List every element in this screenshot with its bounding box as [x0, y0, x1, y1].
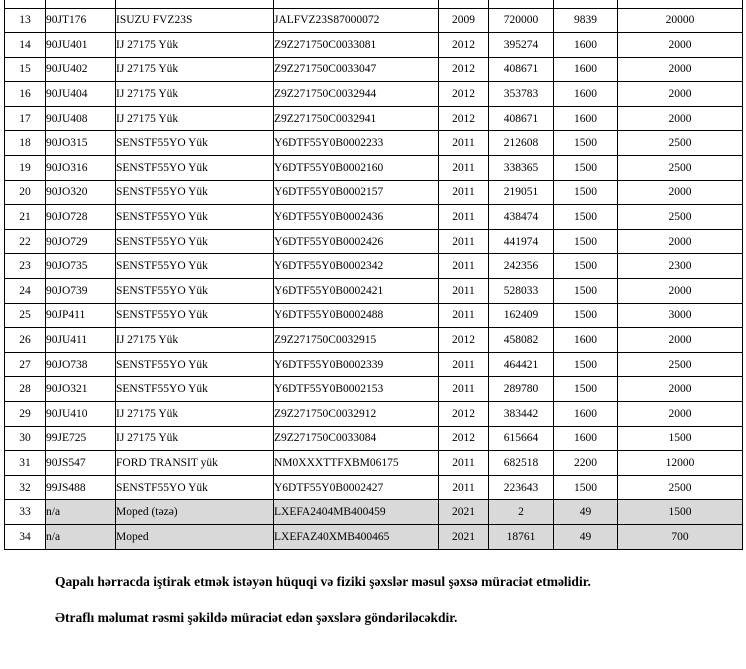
year-cell: 2012: [439, 106, 489, 131]
model-cell: SENSTF55YO Yük: [116, 352, 274, 377]
odometer-cell: 223643: [489, 475, 554, 500]
table-row: [5, 106, 743, 131]
model-cell: IJ 27175 Yük: [116, 57, 274, 82]
odometer-cell: 212608: [489, 131, 554, 156]
model-cell: Moped (təzə): [116, 500, 274, 525]
empty-cell: [489, 0, 554, 8]
table-body: [5, 0, 743, 549]
engine-cell: 1600: [554, 328, 618, 353]
plate-cell: 90JU410: [46, 402, 116, 427]
odometer-cell: 242356: [489, 254, 554, 279]
model-cell: FORD TRANSIT yük: [116, 451, 274, 476]
vin-cell: Y6DTF55Y0B0002426: [274, 229, 439, 254]
plate-cell: 90JU402: [46, 57, 116, 82]
model-cell: IJ 27175 Yük: [116, 402, 274, 427]
plate-cell: 90JU401: [46, 33, 116, 58]
row-number-cell: 27: [5, 352, 46, 377]
engine-cell: 1500: [554, 352, 618, 377]
plate-cell: 90JO728: [46, 205, 116, 230]
vin-cell: Y6DTF55Y0B0002342: [274, 254, 439, 279]
odometer-cell: 383442: [489, 402, 554, 427]
model-cell: IJ 27175 Yük: [116, 426, 274, 451]
price-cell: 2000: [618, 377, 743, 402]
footer-notes: [55, 571, 720, 643]
engine-cell: 1500: [554, 377, 618, 402]
model-cell: IJ 27175 Yük: [116, 33, 274, 58]
plate-cell: 90JO320: [46, 180, 116, 205]
empty-cell: [554, 0, 618, 8]
row-number-cell: 28: [5, 377, 46, 402]
vin-cell: Z9Z271750C0032944: [274, 82, 439, 107]
table-row: [5, 475, 743, 500]
empty-cell: [5, 0, 46, 8]
plate-cell: n/a: [46, 524, 116, 549]
model-cell: SENSTF55YO Yük: [116, 229, 274, 254]
year-cell: 2011: [439, 279, 489, 304]
plate-cell: 90JS547: [46, 451, 116, 476]
row-number-cell: 21: [5, 205, 46, 230]
vin-cell: Y6DTF55Y0B0002427: [274, 475, 439, 500]
plate-cell: 90JO316: [46, 156, 116, 181]
vin-cell: LXEFA2404MB400459: [274, 500, 439, 525]
vin-cell: Y6DTF55Y0B0002421: [274, 279, 439, 304]
engine-cell: 1500: [554, 475, 618, 500]
model-cell: IJ 27175 Yük: [116, 328, 274, 353]
model-cell: SENSTF55YO Yük: [116, 377, 274, 402]
odometer-cell: 162409: [489, 303, 554, 328]
vin-cell: Z9Z271750C0032915: [274, 328, 439, 353]
vin-cell: Z9Z271750C0033081: [274, 33, 439, 58]
model-cell: SENSTF55YO Yük: [116, 303, 274, 328]
vin-cell: Y6DTF55Y0B0002339: [274, 352, 439, 377]
table-row: [5, 328, 743, 353]
model-cell: SENSTF55YO Yük: [116, 475, 274, 500]
plate-cell: 90JO735: [46, 254, 116, 279]
model-cell: Moped: [116, 524, 274, 549]
price-cell: 12000: [618, 451, 743, 476]
price-cell: 2500: [618, 352, 743, 377]
price-cell: 2000: [618, 180, 743, 205]
row-number-cell: 30: [5, 426, 46, 451]
engine-cell: 1500: [554, 131, 618, 156]
vin-cell: JALFVZ23S87000072: [274, 8, 439, 33]
row-number-cell: 33: [5, 500, 46, 525]
year-cell: 2012: [439, 426, 489, 451]
year-cell: 2021: [439, 500, 489, 525]
engine-cell: 1600: [554, 33, 618, 58]
year-cell: 2011: [439, 180, 489, 205]
empty-cell: [274, 0, 439, 8]
year-cell: 2009: [439, 8, 489, 33]
price-cell: 2000: [618, 229, 743, 254]
year-cell: 2011: [439, 303, 489, 328]
plate-cell: 90JO321: [46, 377, 116, 402]
model-cell: IJ 27175 Yük: [116, 82, 274, 107]
row-number-cell: 16: [5, 82, 46, 107]
model-cell: SENSTF55YO Yük: [116, 205, 274, 230]
engine-cell: 1500: [554, 156, 618, 181]
plate-cell: 99JS488: [46, 475, 116, 500]
plate-cell: n/a: [46, 500, 116, 525]
year-cell: 2011: [439, 229, 489, 254]
vin-cell: Y6DTF55Y0B0002488: [274, 303, 439, 328]
engine-cell: 1500: [554, 229, 618, 254]
empty-cell: [116, 0, 274, 8]
row-number-cell: 19: [5, 156, 46, 181]
engine-cell: 1500: [554, 180, 618, 205]
engine-cell: 1500: [554, 279, 618, 304]
row-number-cell: 23: [5, 254, 46, 279]
odometer-cell: 2: [489, 500, 554, 525]
plate-cell: 90JO739: [46, 279, 116, 304]
year-cell: 2021: [439, 524, 489, 549]
year-cell: 2011: [439, 156, 489, 181]
table-row: [5, 352, 743, 377]
engine-cell: 1600: [554, 106, 618, 131]
vin-cell: Y6DTF55Y0B0002436: [274, 205, 439, 230]
row-number-cell: 26: [5, 328, 46, 353]
empty-cell: [46, 0, 116, 8]
price-cell: 20000: [618, 8, 743, 33]
price-cell: 2000: [618, 57, 743, 82]
odometer-cell: 441974: [489, 229, 554, 254]
price-cell: 3000: [618, 303, 743, 328]
row-number-cell: 14: [5, 33, 46, 58]
odometer-cell: 18761: [489, 524, 554, 549]
table-row: [5, 451, 743, 476]
row-number-cell: 17: [5, 106, 46, 131]
row-number-cell: 22: [5, 229, 46, 254]
vin-cell: Y6DTF55Y0B0002157: [274, 180, 439, 205]
vin-cell: Z9Z271750C0033047: [274, 57, 439, 82]
engine-cell: 1500: [554, 254, 618, 279]
odometer-cell: 338365: [489, 156, 554, 181]
price-cell: 2500: [618, 205, 743, 230]
model-cell: IJ 27175 Yük: [116, 106, 274, 131]
table-row: [5, 82, 743, 107]
vin-cell: Z9Z271750C0033084: [274, 426, 439, 451]
engine-cell: 1600: [554, 426, 618, 451]
vin-cell: NM0XXXTTFXBM06175: [274, 451, 439, 476]
row-number-cell: 31: [5, 451, 46, 476]
model-cell: SENSTF55YO Yük: [116, 156, 274, 181]
odometer-cell: 682518: [489, 451, 554, 476]
year-cell: 2011: [439, 377, 489, 402]
engine-cell: 49: [554, 524, 618, 549]
vin-cell: Y6DTF55Y0B0002160: [274, 156, 439, 181]
plate-cell: 99JE725: [46, 426, 116, 451]
row-number-cell: 15: [5, 57, 46, 82]
table-row: [5, 8, 743, 33]
model-cell: SENSTF55YO Yük: [116, 254, 274, 279]
year-cell: 2011: [439, 475, 489, 500]
engine-cell: 1500: [554, 205, 618, 230]
odometer-cell: 408671: [489, 106, 554, 131]
vin-cell: Z9Z271750C0032941: [274, 106, 439, 131]
table-row: [5, 303, 743, 328]
year-cell: 2011: [439, 205, 489, 230]
table-row: [5, 500, 743, 525]
price-cell: 2000: [618, 106, 743, 131]
odometer-cell: 408671: [489, 57, 554, 82]
vin-cell: LXEFAZ40XMB400465: [274, 524, 439, 549]
plate-cell: 90JT176: [46, 8, 116, 33]
year-cell: 2011: [439, 451, 489, 476]
table-row: [5, 524, 743, 549]
note-detailed-info: Ətraflı məlumat rəsmi şəkildə müraciət edən şəxslərə göndəriləcəkdir.: [55, 610, 458, 625]
price-cell: 700: [618, 524, 743, 549]
price-cell: 2500: [618, 475, 743, 500]
engine-cell: 1600: [554, 82, 618, 107]
year-cell: 2011: [439, 131, 489, 156]
year-cell: 2012: [439, 33, 489, 58]
odometer-cell: 528033: [489, 279, 554, 304]
price-cell: 1500: [618, 426, 743, 451]
row-number-cell: 24: [5, 279, 46, 304]
year-cell: 2012: [439, 82, 489, 107]
row-number-cell: 32: [5, 475, 46, 500]
price-cell: 2000: [618, 402, 743, 427]
table-row: [5, 377, 743, 402]
plate-cell: 90JU404: [46, 82, 116, 107]
model-cell: SENSTF55YO Yük: [116, 131, 274, 156]
odometer-cell: 458082: [489, 328, 554, 353]
plate-cell: 90JP411: [46, 303, 116, 328]
price-cell: 1500: [618, 500, 743, 525]
row-number-cell: 25: [5, 303, 46, 328]
engine-cell: 1500: [554, 303, 618, 328]
odometer-cell: 720000: [489, 8, 554, 33]
engine-cell: 1600: [554, 402, 618, 427]
table-row: [5, 156, 743, 181]
model-cell: SENSTF55YO Yük: [116, 279, 274, 304]
table-row: [5, 254, 743, 279]
odometer-cell: 438474: [489, 205, 554, 230]
row-number-cell: 34: [5, 524, 46, 549]
table-row: [5, 131, 743, 156]
engine-cell: 1600: [554, 57, 618, 82]
year-cell: 2011: [439, 352, 489, 377]
year-cell: 2012: [439, 402, 489, 427]
vin-cell: Y6DTF55Y0B0002233: [274, 131, 439, 156]
odometer-cell: 219051: [489, 180, 554, 205]
row-number-cell: 13: [5, 8, 46, 33]
price-cell: 2000: [618, 33, 743, 58]
row-number-cell: 18: [5, 131, 46, 156]
price-cell: 2500: [618, 131, 743, 156]
engine-cell: 9839: [554, 8, 618, 33]
odometer-cell: 615664: [489, 426, 554, 451]
table-row: [5, 205, 743, 230]
price-cell: 2000: [618, 328, 743, 353]
table-row: [5, 33, 743, 58]
plate-cell: 90JO315: [46, 131, 116, 156]
odometer-cell: 395274: [489, 33, 554, 58]
plate-cell: 90JU411: [46, 328, 116, 353]
row-number-cell: 20: [5, 180, 46, 205]
cropped-row-sliver: [5, 0, 743, 8]
table-row: [5, 180, 743, 205]
price-cell: 2000: [618, 82, 743, 107]
price-cell: 2300: [618, 254, 743, 279]
table-row: [5, 57, 743, 82]
engine-cell: 2200: [554, 451, 618, 476]
vin-cell: Y6DTF55Y0B0002153: [274, 377, 439, 402]
model-cell: SENSTF55YO Yük: [116, 180, 274, 205]
empty-cell: [618, 0, 743, 8]
plate-cell: 90JO738: [46, 352, 116, 377]
odometer-cell: 464421: [489, 352, 554, 377]
year-cell: 2012: [439, 57, 489, 82]
price-cell: 2000: [618, 279, 743, 304]
plate-cell: 90JO729: [46, 229, 116, 254]
plate-cell: 90JU408: [46, 106, 116, 131]
odometer-cell: 289780: [489, 377, 554, 402]
vehicle-auction-table: [4, 0, 743, 550]
year-cell: 2011: [439, 254, 489, 279]
engine-cell: 49: [554, 500, 618, 525]
price-cell: 2500: [618, 156, 743, 181]
empty-cell: [439, 0, 489, 8]
table-row: [5, 229, 743, 254]
table-row: [5, 402, 743, 427]
table-row: [5, 426, 743, 451]
year-cell: 2012: [439, 328, 489, 353]
row-number-cell: 29: [5, 402, 46, 427]
odometer-cell: 353783: [489, 82, 554, 107]
note-closed-auction: Qapalı hərracda iştirak etmək istəyən hüquqi və fiziki şəxslər məsul şəxsə müraciət etməlidir.: [55, 574, 591, 589]
vin-cell: Z9Z271750C0032912: [274, 402, 439, 427]
table-row: [5, 279, 743, 304]
model-cell: ISUZU FVZ23S: [116, 8, 274, 33]
